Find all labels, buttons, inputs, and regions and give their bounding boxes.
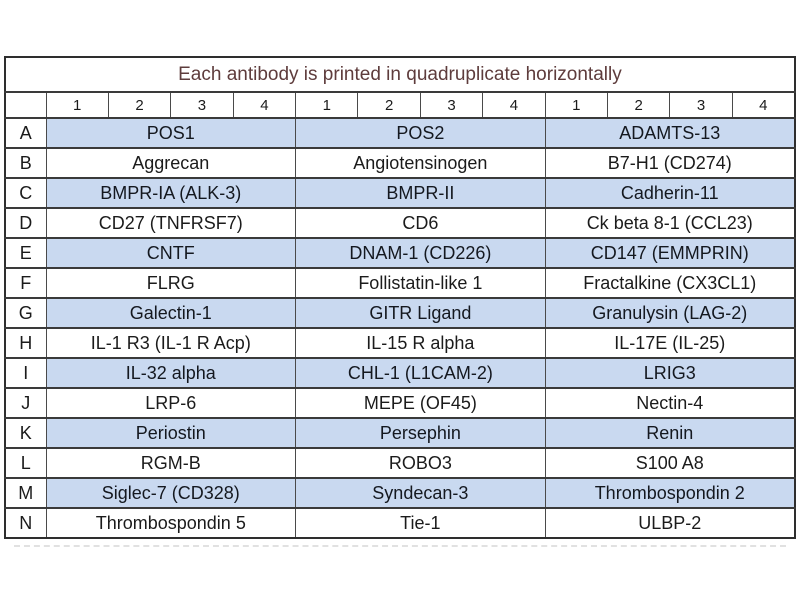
scan-artifact-dashes: [14, 545, 786, 547]
antibody-cell: Nectin-4: [545, 388, 795, 418]
antibody-cell: POS1: [46, 118, 296, 148]
col-header: 1: [296, 92, 358, 118]
antibody-cell: CNTF: [46, 238, 296, 268]
antibody-cell: Galectin-1: [46, 298, 296, 328]
table-title-row: [5, 57, 795, 92]
row-letter: B: [5, 148, 46, 178]
antibody-cell: IL-15 R alpha: [296, 328, 546, 358]
antibody-cell: Tie-1: [296, 508, 546, 538]
antibody-cell: CD6: [296, 208, 546, 238]
row-letter: J: [5, 388, 46, 418]
antibody-cell: Syndecan-3: [296, 478, 546, 508]
table-row: [5, 358, 795, 388]
col-header: 2: [358, 92, 420, 118]
table-row: [5, 328, 795, 358]
antibody-array-table: [4, 56, 796, 539]
antibody-cell: Granulysin (LAG-2): [545, 298, 795, 328]
table-row: [5, 298, 795, 328]
corner-cell: [5, 92, 46, 118]
antibody-cell: Angiotensinogen: [296, 148, 546, 178]
row-letter: K: [5, 418, 46, 448]
col-header: 1: [46, 92, 108, 118]
row-letter: A: [5, 118, 46, 148]
antibody-cell: Thrombospondin 5: [46, 508, 296, 538]
antibody-cell: LRIG3: [545, 358, 795, 388]
antibody-cell: B7-H1 (CD274): [545, 148, 795, 178]
row-letter: M: [5, 478, 46, 508]
row-letter: L: [5, 448, 46, 478]
row-letter: E: [5, 238, 46, 268]
col-header: 2: [108, 92, 170, 118]
table-row: [5, 388, 795, 418]
table-row: [5, 478, 795, 508]
antibody-cell: Periostin: [46, 418, 296, 448]
row-letter: I: [5, 358, 46, 388]
antibody-cell: RGM-B: [46, 448, 296, 478]
antibody-cell: IL-32 alpha: [46, 358, 296, 388]
antibody-cell: MEPE (OF45): [296, 388, 546, 418]
antibody-cell: CD27 (TNFRSF7): [46, 208, 296, 238]
antibody-cell: ULBP-2: [545, 508, 795, 538]
row-letter: H: [5, 328, 46, 358]
row-letter: N: [5, 508, 46, 538]
antibody-cell: Ck beta 8-1 (CCL23): [545, 208, 795, 238]
table-row: [5, 208, 795, 238]
antibody-cell: S100 A8: [545, 448, 795, 478]
col-header: 3: [670, 92, 732, 118]
col-header: 4: [233, 92, 295, 118]
antibody-cell: DNAM-1 (CD226): [296, 238, 546, 268]
row-letter: D: [5, 208, 46, 238]
antibody-cell: CD147 (EMMPRIN): [545, 238, 795, 268]
table-row: [5, 508, 795, 538]
table-row: [5, 118, 795, 148]
table-row: [5, 448, 795, 478]
array-table-wrap: [4, 56, 794, 539]
col-header: 3: [171, 92, 233, 118]
table-row: [5, 268, 795, 298]
antibody-cell: LRP-6: [46, 388, 296, 418]
antibody-cell: Persephin: [296, 418, 546, 448]
table-row: [5, 178, 795, 208]
row-letter: C: [5, 178, 46, 208]
antibody-cell: CHL-1 (L1CAM-2): [296, 358, 546, 388]
antibody-cell: IL-1 R3 (IL-1 R Acp): [46, 328, 296, 358]
table-row: [5, 238, 795, 268]
antibody-cell: ADAMTS-13: [545, 118, 795, 148]
col-header: 4: [732, 92, 795, 118]
antibody-cell: GITR Ligand: [296, 298, 546, 328]
antibody-cell: Renin: [545, 418, 795, 448]
table-row: [5, 148, 795, 178]
antibody-cell: ROBO3: [296, 448, 546, 478]
antibody-cell: Cadherin-11: [545, 178, 795, 208]
col-header: 3: [420, 92, 482, 118]
antibody-cell: Aggrecan: [46, 148, 296, 178]
antibody-cell: BMPR-II: [296, 178, 546, 208]
row-letter: G: [5, 298, 46, 328]
antibody-cell: BMPR-IA (ALK-3): [46, 178, 296, 208]
antibody-cell: Siglec-7 (CD328): [46, 478, 296, 508]
col-header: 2: [608, 92, 670, 118]
column-number-header-row: [5, 92, 795, 118]
antibody-cell: Follistatin-like 1: [296, 268, 546, 298]
antibody-cell: FLRG: [46, 268, 296, 298]
antibody-cell: POS2: [296, 118, 546, 148]
col-header: 4: [483, 92, 545, 118]
antibody-cell: Fractalkine (CX3CL1): [545, 268, 795, 298]
antibody-cell: IL-17E (IL-25): [545, 328, 795, 358]
antibody-cell: Thrombospondin 2: [545, 478, 795, 508]
table-row: [5, 418, 795, 448]
table-title: Each antibody is printed in quadruplicate horizontally: [5, 57, 795, 92]
row-letter: F: [5, 268, 46, 298]
col-header: 1: [545, 92, 607, 118]
